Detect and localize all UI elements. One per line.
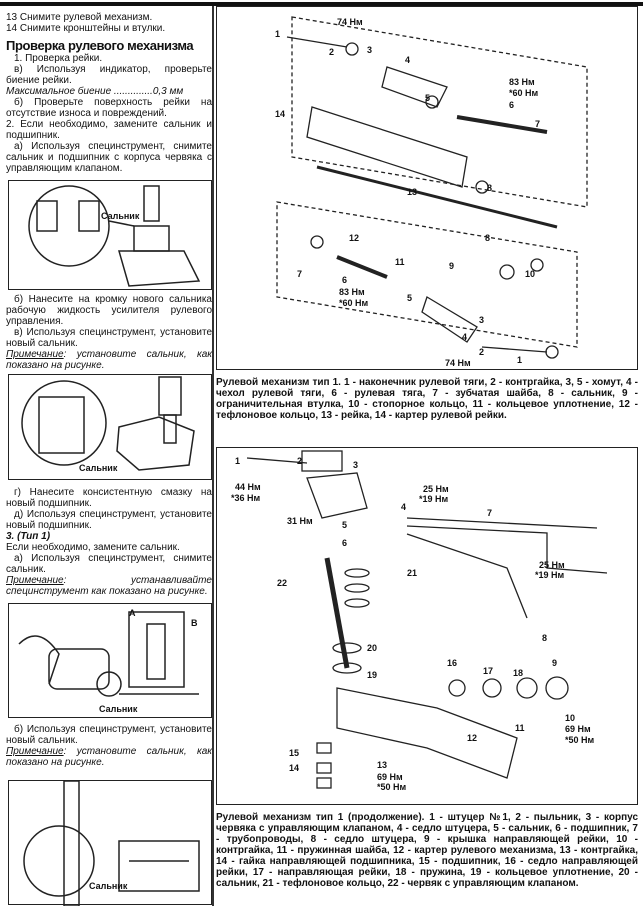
callout-label: 11 [515, 723, 525, 733]
callout-label: 5 [407, 293, 413, 303]
callout-label: 7 [487, 508, 493, 518]
para: б) Нанесите на кромку нового сальника рабочую жидкость усилителя рулевого управления. [6, 294, 212, 327]
callout-label: 4 [462, 332, 468, 342]
callout-label: *19 Нм [419, 494, 449, 504]
callout-label: 74 Нм [445, 358, 471, 368]
note-label: Примечание [6, 575, 64, 586]
figure-seal-install [8, 374, 212, 480]
step-14: 14 Снимите кронштейны и втулки. [6, 23, 166, 34]
para: в) Используя специнструмент, установите новый сальник. [6, 327, 212, 349]
callout-label: *50 Нм [565, 735, 595, 745]
callout-label: 19 [367, 670, 378, 680]
callout-label: 21 [407, 568, 418, 578]
callout-label: 8 [542, 633, 548, 643]
para: а) Используя специнструмент, снимите сальник. [6, 553, 212, 575]
callout-label: 1 [275, 29, 281, 39]
callout-label: 6 [509, 100, 515, 110]
callout-label: 25 Нм [539, 560, 565, 570]
figure-caption-bottom: Рулевой механизм тип 1 (продолжение). 1 - штуцер №1, 2 - пыльник, 3 - корпус червяка с управляющим клапаном, 4 - седло штуцера, 5 - сальник, 6 - подшипник, 7 - трубопроводы, 8 - седло штуцера, 9 - крышка направляющей рейки, 10 - контргайка, 11 - пружинная шайба, 12 - картер рулевого механизма, 13 - контргайка, 14 - гайка направляющей подшипника, 15 - подшипник, 16 - седло направляющей рейки, 17 - направляющая рейки, 18 - пружина, 19 - кольцевое уплотнение, 20 - сальник, 21 - тефлоновое кольцо, 22 - червяк с управляющим клапаном. [216, 812, 638, 889]
callout-label: 12 [467, 733, 478, 743]
callout-label: 15 [289, 748, 300, 758]
callout-label: 14 [275, 109, 286, 119]
para: г) Нанесите консистентную смазку на новый подшипник. [6, 487, 212, 509]
callout-label: 74 Нм [337, 17, 363, 27]
callout-label: 17 [483, 666, 494, 676]
para: Если необходимо, замените сальник. [6, 542, 180, 553]
note-label: Примечание [6, 746, 64, 757]
callout-label: 2 [297, 456, 303, 466]
callout-label: 69 Нм [377, 772, 403, 782]
callout-label: 18 [513, 668, 524, 678]
callout-label: 2 [329, 47, 335, 57]
seal-label: Сальник [89, 881, 128, 891]
callout-label: 16 [447, 658, 458, 668]
callout-label: 3 [479, 315, 485, 325]
seal-label: Сальник [99, 704, 138, 714]
callout-label: 14 [289, 763, 300, 773]
figure-caption-top: Рулевой механизм тип 1. 1 - наконечник рулевой тяги, 2 - контргайка, 3, 5 - хомут, 4 - чехол рулевой тяги, 6 - рулевая тяга, 7 - зубчатая шайба, 8 - сальник, 9 - ограничительная втулка, 10 - стопорное кольцо, 11 - кольцевое уплотнение, 12 - тефлоновое кольцо, 13 - рейка, 14 - картер рулевой рейки. [216, 377, 638, 421]
callout-label: 3 [353, 460, 359, 470]
left-column-text-1 [6, 12, 212, 174]
callout-label: 8 [485, 233, 491, 243]
note-text: : устанавливайте специнструмент как показано на рисунке. [6, 575, 212, 597]
callout-label: 9 [449, 261, 455, 271]
note-label: Примечание [6, 349, 64, 360]
callout-label: *60 Нм [339, 298, 369, 308]
callout-label: 83 Нм [339, 287, 365, 297]
callout-label: 44 Нм [235, 482, 261, 492]
para: а) Используя специнструмент, снимите сальник и подшипник с корпуса червяка с управляющим клапаном. [6, 141, 212, 174]
callout-label: 25 Нм [423, 484, 449, 494]
callout-label: 3 [367, 45, 373, 55]
note-text: : установите сальник, как показано на рисунке. [6, 746, 212, 768]
callout-label: 1 [235, 456, 241, 466]
left-column-text-3 [6, 487, 212, 597]
seal-label: Сальник [101, 211, 140, 221]
para: в) Используя индикатор, проверьте биение рейки. [6, 64, 212, 86]
label-a: A [129, 608, 136, 618]
figure-steering-gear-exploded [216, 6, 638, 370]
callout-label: 8 [487, 183, 493, 193]
label-b: B [191, 618, 198, 628]
callout-label: 13 [407, 187, 418, 197]
callout-label: 83 Нм [509, 77, 535, 87]
callout-label: 4 [401, 502, 407, 512]
para: 1. Проверка рейки. [14, 53, 103, 64]
figure-steering-gear-continued [216, 447, 638, 805]
figure-seal-final [8, 780, 212, 905]
callout-label: 69 Нм [565, 724, 591, 734]
left-column-text-2 [6, 294, 212, 371]
callout-label: 5 [342, 520, 348, 530]
para: б) Используя специнструмент, установите новый сальник. [6, 724, 212, 746]
seal-label: Сальник [79, 463, 118, 473]
callout-label: 22 [277, 578, 288, 588]
note-text: : установите сальник, как показано на рисунке. [6, 349, 212, 371]
callout-label: 12 [349, 233, 360, 243]
callout-label: *19 Нм [535, 570, 565, 580]
callout-label: 7 [535, 119, 541, 129]
figure-seal-removal [8, 180, 212, 290]
callout-label: 1 [517, 355, 523, 365]
callout-label: 5 [425, 93, 431, 103]
callout-label: 10 [565, 713, 576, 723]
callout-label: 31 Нм [287, 516, 313, 526]
section-heading: Проверка рулевого механизма [6, 38, 194, 53]
callout-label: 11 [395, 257, 405, 267]
callout-label: 2 [479, 347, 485, 357]
callout-label: *60 Нм [509, 88, 539, 98]
callout-label: 6 [342, 538, 348, 548]
para: 2. Если необходимо, замените сальник и подшипник. [6, 119, 212, 141]
para: б) Проверьте поверхность рейки на отсутствие износа и повреждений. [6, 97, 212, 119]
spec-value: Максимальное биение ..............0,3 мм [6, 86, 184, 97]
callout-label: 4 [405, 55, 411, 65]
callout-label: 6 [342, 275, 348, 285]
left-column-text-4 [6, 724, 212, 768]
step-13: 13 Снимите рулевой механизм. [6, 12, 153, 23]
callout-label: *50 Нм [377, 782, 407, 792]
para: д) Используя специнструмент, установите новый подшипник. [6, 509, 212, 531]
callout-label: *36 Нм [231, 493, 261, 503]
figure-type1-seal [8, 603, 212, 718]
callout-label: 10 [525, 269, 536, 279]
callout-label: 13 [377, 760, 388, 770]
callout-label: 20 [367, 643, 378, 653]
callout-label: 9 [552, 658, 558, 668]
callout-label: 7 [297, 269, 303, 279]
para: 3. (Тип 1) [6, 531, 51, 542]
